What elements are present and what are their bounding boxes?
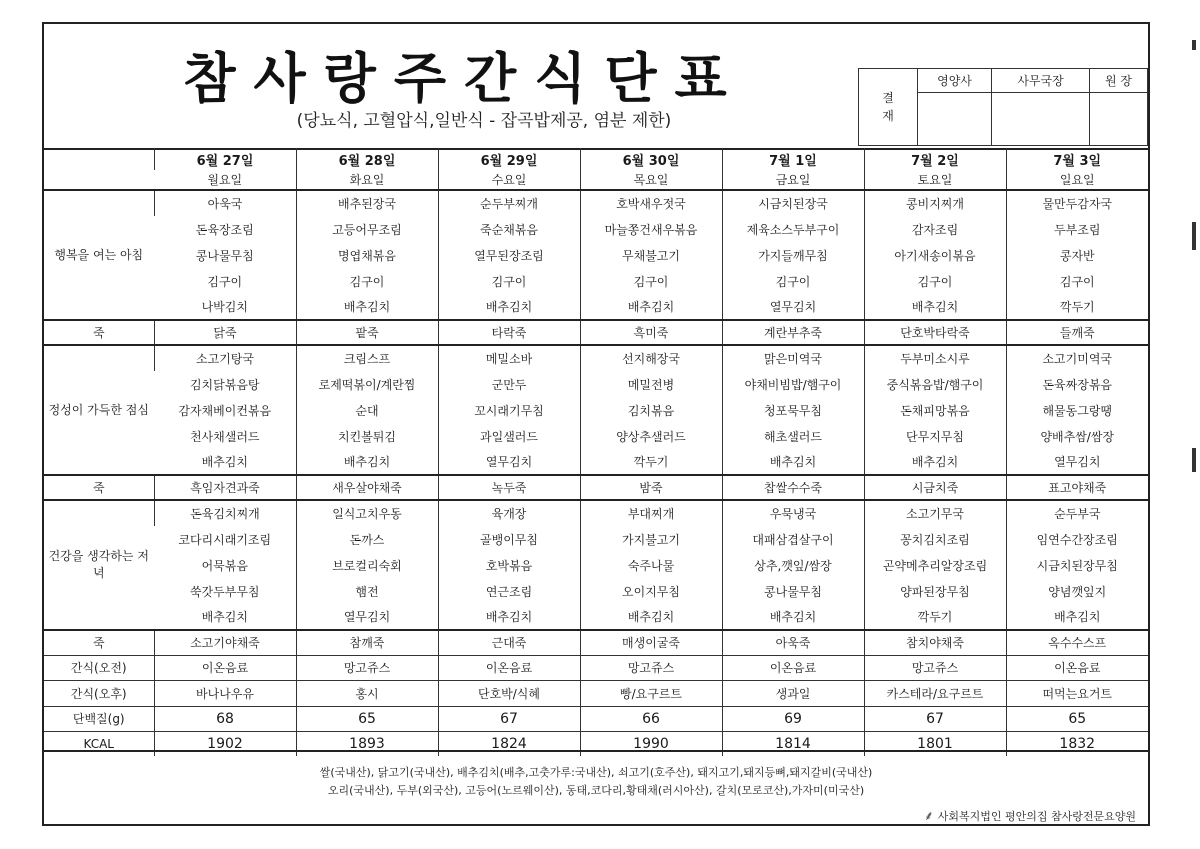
meal-category-label: 건강을 생각하는 저녁 <box>44 500 154 630</box>
table-row <box>44 604 1148 630</box>
menu-item: 65 <box>296 706 438 731</box>
menu-item: 로제떡볶이/계란찜 <box>296 371 438 397</box>
meal-category-label: 정성이 가득한 점심 <box>44 345 154 475</box>
approval-role: 사무국장 <box>992 69 1090 93</box>
menu-item: 두부미소시루 <box>864 345 1006 371</box>
menu-item: 김구이 <box>296 268 438 294</box>
menu-item: 깍두기 <box>864 604 1006 630</box>
row-label: 간식(오후) <box>44 680 154 706</box>
menu-item: 아욱죽 <box>722 630 864 655</box>
menu-item: 망고쥬스 <box>296 655 438 680</box>
org-logo-icon: ⸙ <box>923 809 934 824</box>
table-row <box>44 578 1148 604</box>
menu-item: 흑미죽 <box>580 320 722 345</box>
page-title: 참사랑주간식단표 <box>183 47 745 110</box>
menu-item: 카스테라/요구르트 <box>864 680 1006 706</box>
table-row <box>44 397 1148 423</box>
day-date: 7월 1일 <box>722 148 864 170</box>
menu-item: 홍시 <box>296 680 438 706</box>
menu-item: 배추김치 <box>201 610 248 624</box>
menu-item: 천사채샐러드 <box>189 429 260 444</box>
menu-item: 대패삼겹살구이 <box>722 526 864 552</box>
menu-item: 김구이 <box>580 268 722 294</box>
menu-item: 배추김치 <box>864 294 1006 320</box>
menu-item: 깍두기 <box>580 449 722 475</box>
menu-item: 코다리시래기조림 <box>178 532 272 547</box>
menu-item: 망고쥬스 <box>580 655 722 680</box>
day-weekday: 토요일 <box>864 170 1006 190</box>
menu-item: 명엽채볶음 <box>296 242 438 268</box>
day-date: 6월 30일 <box>580 148 722 170</box>
menu-item: 새우살야채죽 <box>296 475 438 500</box>
page-edge-mark <box>1192 448 1196 472</box>
menu-item: 연근조림 <box>438 578 580 604</box>
approval-label: 결 재 <box>859 69 918 146</box>
menu-item: 돈육장조림 <box>195 222 254 237</box>
menu-item: 해초샐러드 <box>722 423 864 449</box>
menu-item: 배추김치 <box>722 604 864 630</box>
menu-item: 단호박타락죽 <box>864 320 1006 345</box>
table-row <box>44 294 1148 320</box>
menu-item: 돈육짜장볶음 <box>1006 371 1148 397</box>
menu-item: 배추김치 <box>864 449 1006 475</box>
menu-item: 67 <box>438 706 580 731</box>
page-edge-mark <box>1192 222 1196 250</box>
row-label: KCAL <box>44 731 154 756</box>
menu-item: 콩나물무침 <box>722 578 864 604</box>
footer <box>44 750 1148 826</box>
menu-item: 1814 <box>722 731 864 756</box>
day-weekday: 월요일 <box>207 173 243 187</box>
day-weekday: 수요일 <box>438 170 580 190</box>
menu-item: 돈육김치찌개 <box>154 500 296 526</box>
menu-item: 육개장 <box>438 500 580 526</box>
menu-item: 68 <box>154 706 296 731</box>
menu-item: 배추김치 <box>1006 604 1148 630</box>
table-row <box>44 423 1148 449</box>
menu-item: 밤죽 <box>580 475 722 500</box>
menu-item: 김구이 <box>864 268 1006 294</box>
menu-item: 타락죽 <box>438 320 580 345</box>
day-weekday: 금요일 <box>722 170 864 190</box>
menu-item: 소고기미역국 <box>1006 345 1148 371</box>
row-label: 죽 <box>44 475 154 500</box>
menu-item: 계란부추죽 <box>722 320 864 345</box>
menu-item: 김구이 <box>722 268 864 294</box>
menu-item: 바나나우유 <box>154 680 296 706</box>
menu-item: 1824 <box>438 731 580 756</box>
menu-item: 감자조림 <box>864 216 1006 242</box>
menu-item: 임연수간장조림 <box>1006 526 1148 552</box>
menu-item: 김치볶음 <box>580 397 722 423</box>
menu-item: 호박볶음 <box>438 552 580 578</box>
menu-item: 양파된장무침 <box>864 578 1006 604</box>
menu-item: 무채불고기 <box>580 242 722 268</box>
menu-item: 맑은미역국 <box>722 345 864 371</box>
menu-item: 배추김치 <box>296 294 438 320</box>
table-row <box>44 268 1148 294</box>
menu-item: 소고기야채죽 <box>154 630 296 655</box>
menu-item: 돈채피망볶음 <box>864 397 1006 423</box>
menu-item: 이온음료 <box>438 655 580 680</box>
menu-item: 콩비지찌개 <box>864 190 1006 216</box>
menu-item: 햄전 <box>296 578 438 604</box>
menu-item: 두부조림 <box>1006 216 1148 242</box>
menu-item: 김구이 <box>438 268 580 294</box>
menu-item: 김치닭볶음탕 <box>189 377 260 392</box>
menu-item: 배추김치 <box>201 455 248 469</box>
row-label: 죽 <box>44 630 154 655</box>
menu-item: 치킨볼튀김 <box>296 423 438 449</box>
page-edge-mark <box>1192 40 1196 50</box>
table-row <box>44 190 1148 216</box>
menu-item: 메밀전병 <box>580 371 722 397</box>
menu-item: 과일샐러드 <box>438 423 580 449</box>
table-row <box>44 500 1148 526</box>
menu-item: 1832 <box>1006 731 1148 756</box>
table-row <box>44 449 1148 475</box>
day-date: 7월 3일 <box>1006 148 1148 170</box>
menu-item: 죽순채볶음 <box>438 216 580 242</box>
menu-item: 오이지무침 <box>580 578 722 604</box>
menu-item: 69 <box>722 706 864 731</box>
menu-item: 이온음료 <box>1006 655 1148 680</box>
table-row <box>44 216 1148 242</box>
day-weekday: 화요일 <box>296 170 438 190</box>
row-label: 죽 <box>44 320 154 345</box>
menu-item: 근대죽 <box>438 630 580 655</box>
menu-item: 망고쥬스 <box>864 655 1006 680</box>
menu-item: 쑥갓두부무침 <box>189 584 260 599</box>
table-row <box>44 680 1148 706</box>
menu-item: 매생이굴죽 <box>580 630 722 655</box>
row-label: 간식(오전) <box>44 655 154 680</box>
organization-name <box>924 806 1136 824</box>
approval-role: 영양사 <box>918 69 992 93</box>
menu-item: 배추김치 <box>438 604 580 630</box>
menu-item: 선지해장국 <box>580 345 722 371</box>
menu-item: 1893 <box>296 731 438 756</box>
menu-item: 열무김치 <box>722 294 864 320</box>
menu-item: 돈까스 <box>296 526 438 552</box>
menu-item: 떠먹는요거트 <box>1006 680 1148 706</box>
menu-item: 소고기탕국 <box>154 345 296 371</box>
menu-item: 소고기무국 <box>864 500 1006 526</box>
approval-sign-slot[interactable] <box>918 93 992 146</box>
menu-item: 김구이 <box>207 274 243 289</box>
menu-item: 1990 <box>580 731 722 756</box>
menu-item: 단무지무침 <box>864 423 1006 449</box>
menu-item: 닭죽 <box>154 320 296 345</box>
table-row <box>44 371 1148 397</box>
menu-item: 순두부찌개 <box>438 190 580 216</box>
origin-line: 오리(국내산), 두부(외국산), 고등어(노르웨이산), 동태,코다리,황태채(러시아산), 갈치(모로코산),가자미(미국산) <box>327 784 865 797</box>
menu-item: 콩자반 <box>1006 242 1148 268</box>
table-row <box>44 148 1148 170</box>
menu-item: 나박김치 <box>201 300 248 314</box>
menu-item: 골뱅이무침 <box>438 526 580 552</box>
menu-item: 열무김치 <box>1006 449 1148 475</box>
menu-item: 열무된장조림 <box>438 242 580 268</box>
table-row <box>44 655 1148 680</box>
day-date: 6월 27일 <box>154 148 296 170</box>
menu-item: 1801 <box>864 731 1006 756</box>
row-label: 단백질(g) <box>44 706 154 731</box>
menu-item: 아욱국 <box>154 190 296 216</box>
menu-item: 이온음료 <box>722 655 864 680</box>
day-weekday: 목요일 <box>580 170 722 190</box>
table-row <box>44 552 1148 578</box>
menu-item: 단호박/식혜 <box>438 680 580 706</box>
menu-item: 흑임자견과죽 <box>154 475 296 500</box>
table-row <box>44 630 1148 655</box>
menu-item: 깍두기 <box>1006 294 1148 320</box>
menu-item: 마늘쫑건새우볶음 <box>580 216 722 242</box>
menu-item: 우묵냉국 <box>722 500 864 526</box>
menu-item: 67 <box>864 706 1006 731</box>
menu-item: 해물동그랑땡 <box>1006 397 1148 423</box>
menu-item: 순대 <box>296 397 438 423</box>
menu-item: 65 <box>1006 706 1148 731</box>
menu-item: 가지불고기 <box>580 526 722 552</box>
menu-item: 열무김치 <box>438 449 580 475</box>
page-subtitle: (당뇨식, 고혈압식,일반식 - 잡곡밥제공, 염분 제한) <box>296 111 672 131</box>
table-row <box>44 706 1148 731</box>
menu-item: 콩나물무침 <box>195 248 254 263</box>
menu-item: 크림스프 <box>296 345 438 371</box>
menu-item: 1902 <box>154 731 296 756</box>
menu-item: 군만두 <box>438 371 580 397</box>
menu-item: 생과일 <box>722 680 864 706</box>
menu-item: 고등어무조림 <box>296 216 438 242</box>
header-blank-cell <box>44 148 154 190</box>
menu-item: 어묵볶음 <box>201 558 248 573</box>
menu-item: 시금치된장국 <box>722 190 864 216</box>
menu-item: 녹두죽 <box>438 475 580 500</box>
menu-item: 표고야채죽 <box>1006 475 1148 500</box>
day-date: 6월 28일 <box>296 148 438 170</box>
organization-label: 사회복지법인 평안의집 참사랑전문요양원 <box>937 810 1136 823</box>
menu-item: 물만두감자국 <box>1006 190 1148 216</box>
menu-item: 들깨죽 <box>1006 320 1148 345</box>
menu-item: 열무김치 <box>296 604 438 630</box>
menu-item: 팥죽 <box>296 320 438 345</box>
menu-item: 숙주나물 <box>580 552 722 578</box>
menu-item: 중식볶음밥/햄구이 <box>864 371 1006 397</box>
menu-item: 꼬시래기무침 <box>438 397 580 423</box>
menu-item: 빵/요구르트 <box>580 680 722 706</box>
menu-item: 순두부국 <box>1006 500 1148 526</box>
approval-sign-slot[interactable] <box>992 93 1090 146</box>
menu-item: 참치야채죽 <box>864 630 1006 655</box>
menu-item: 김구이 <box>1006 268 1148 294</box>
menu-item: 양배추쌈/쌈장 <box>1006 423 1148 449</box>
menu-item: 야채비빔밥/햄구이 <box>722 371 864 397</box>
menu-item: 양상추샐러드 <box>580 423 722 449</box>
menu-item: 곤약메추리알장조림 <box>864 552 1006 578</box>
menu-item: 꽁치김치조림 <box>864 526 1006 552</box>
meal-category-label: 행복을 여는 아침 <box>44 190 154 320</box>
menu-item: 감자채베이컨볶음 <box>178 403 272 418</box>
table-row <box>44 170 1148 190</box>
day-date: 6월 29일 <box>438 148 580 170</box>
day-weekday: 일요일 <box>1006 170 1148 190</box>
menu-item: 양념깻잎지 <box>1006 578 1148 604</box>
menu-item: 배추김치 <box>438 294 580 320</box>
menu-sheet <box>42 22 1150 826</box>
menu-item: 메밀소바 <box>438 345 580 371</box>
day-date: 7월 2일 <box>864 148 1006 170</box>
menu-table <box>44 148 1148 756</box>
table-row <box>44 242 1148 268</box>
menu-item: 제육소스두부구이 <box>722 216 864 242</box>
menu-item: 청포묵무침 <box>722 397 864 423</box>
menu-item: 부대찌개 <box>580 500 722 526</box>
header <box>44 24 1148 150</box>
table-row <box>44 475 1148 500</box>
menu-item: 옥수수스프 <box>1006 630 1148 655</box>
menu-item: 시금치된장무침 <box>1006 552 1148 578</box>
menu-item: 가지들깨무침 <box>722 242 864 268</box>
menu-item: 배추김치 <box>580 604 722 630</box>
menu-item: 참깨죽 <box>296 630 438 655</box>
menu-item: 배추된장국 <box>296 190 438 216</box>
menu-item: 이온음료 <box>154 655 296 680</box>
approval-sign-slot[interactable] <box>1090 93 1148 146</box>
table-row <box>44 345 1148 371</box>
origin-line: 쌀(국내산), 닭고기(국내산), 배추김치(배추,고춧가루:국내산), 쇠고기(호주산), 돼지고기,돼지등뼈,돼지갈비(국내산) <box>319 766 873 779</box>
menu-item: 찹쌀수수죽 <box>722 475 864 500</box>
menu-item: 상추,깻잎/쌈장 <box>722 552 864 578</box>
menu-item: 일식고치우동 <box>296 500 438 526</box>
approval-box <box>858 68 1148 146</box>
table-row <box>44 320 1148 345</box>
menu-item: 66 <box>580 706 722 731</box>
menu-item: 배추김치 <box>580 294 722 320</box>
menu-item: 시금치죽 <box>864 475 1006 500</box>
menu-item: 아기새송이볶음 <box>864 242 1006 268</box>
menu-item: 브로컬리숙회 <box>296 552 438 578</box>
approval-role: 원 장 <box>1090 69 1148 93</box>
menu-item: 배추김치 <box>722 449 864 475</box>
menu-item: 호박새우젓국 <box>580 190 722 216</box>
table-row <box>44 526 1148 552</box>
menu-item: 배추김치 <box>296 449 438 475</box>
